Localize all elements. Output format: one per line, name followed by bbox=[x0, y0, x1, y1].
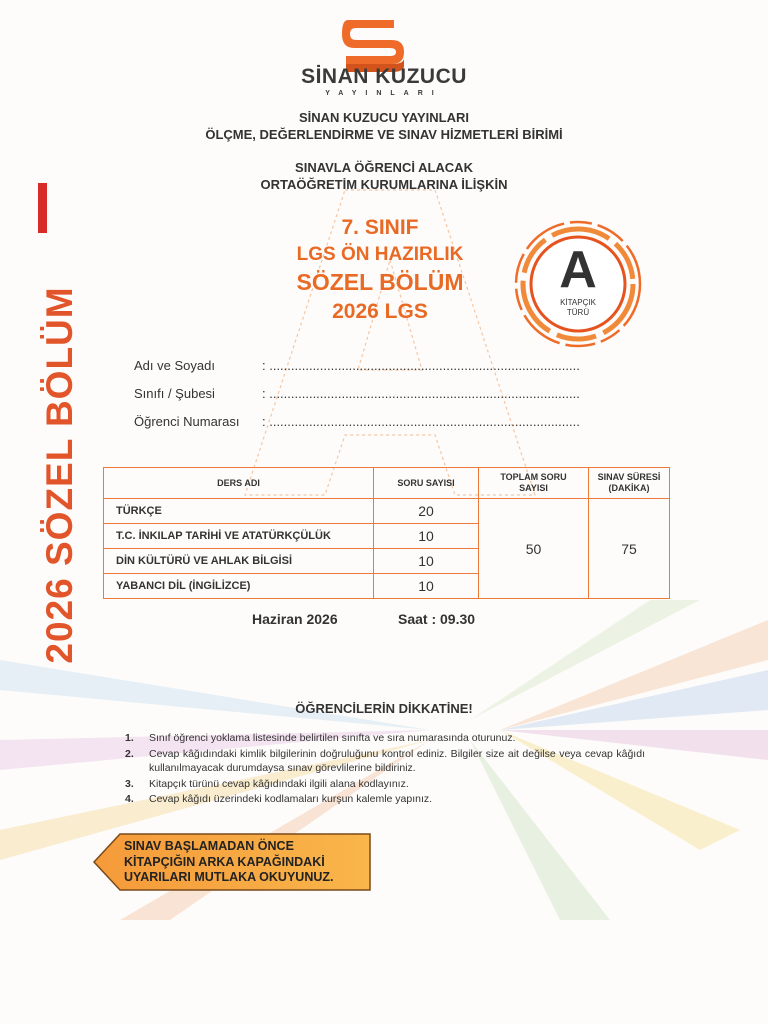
student-name-field[interactable]: : ...................................................................................... bbox=[262, 358, 580, 373]
table-header-total bbox=[479, 468, 589, 499]
student-class-field[interactable]: : ...................................................................................... bbox=[262, 386, 580, 401]
side-vertical-title bbox=[40, 250, 80, 700]
student-name-label: Adı ve Soyadı bbox=[134, 358, 215, 373]
duration-cell: 75 bbox=[589, 499, 670, 599]
count-cell: 10 bbox=[374, 574, 479, 599]
table-header-duration-text: SINAV SÜRESİ (DAKİKA) bbox=[597, 472, 661, 493]
side-red-mark bbox=[38, 183, 47, 233]
warning-line-2: KİTAPÇIĞIN ARKA KAPAĞINDAKİ bbox=[124, 854, 325, 869]
brand-name: SİNAN KUZUCU bbox=[301, 65, 467, 88]
table-header-count: SORU SAYISI bbox=[374, 468, 479, 499]
header-line-4: ORTAÖĞRETİM KURUMLARINA İLİŞKİN bbox=[260, 177, 508, 192]
subject-cell: DİN KÜLTÜRÜ VE AHLAK BİLGİSİ bbox=[104, 549, 374, 574]
list-item-number: 3. bbox=[125, 777, 134, 790]
title-grade: 7. SINIF bbox=[341, 216, 419, 239]
list-item-text: Cevap kâğıdı üzerindeki kodlamaları kurşun kalemle yapınız. bbox=[149, 793, 433, 805]
table-header-total-text: TOPLAM SORU SAYISI bbox=[500, 472, 567, 493]
subject-cell: YABANCI DİL (İNGİLİZCE) bbox=[104, 574, 374, 599]
list-item bbox=[125, 747, 645, 776]
table-header-duration bbox=[589, 468, 670, 499]
list-item-text: Sınıf öğrenci yoklama listesinde belirtilen sınıfta ve sıra numarasında oturunuz. bbox=[149, 732, 516, 744]
list-item-text: Kitapçık türünü cevap kâğıdındaki ilgili alana kodlayınız. bbox=[149, 777, 409, 790]
notice-list bbox=[125, 731, 645, 808]
list-item bbox=[125, 731, 645, 746]
list-item-text: Cevap kâğıdındaki kimlik bilgilerinin doğruluğunu kontrol ediniz. Bilgiler size ait değilse veya cevap kâğıdı kullanılmayacak durumdaysa sınav görevlilerine bildiriniz. bbox=[149, 747, 645, 774]
side-vertical-text: 2026 SÖZEL BÖLÜM bbox=[39, 286, 80, 664]
warning-line-1: SINAV BAŞLAMADAN ÖNCE bbox=[124, 839, 294, 853]
brand-subtitle: YAYINLARI bbox=[325, 90, 443, 97]
header-line-1: SİNAN KUZUCU YAYINLARI bbox=[299, 110, 469, 125]
student-class-label: Sınıfı / Şubesi bbox=[134, 386, 215, 401]
booklet-letter: A bbox=[559, 241, 597, 299]
count-cell: 20 bbox=[374, 499, 479, 524]
count-cell: 10 bbox=[374, 524, 479, 549]
warning-arrow-box bbox=[92, 832, 372, 892]
warning-line-3: UYARILARI MUTLAKA OKUYUNUZ. bbox=[124, 870, 334, 884]
header-line-3: SINAVLA ÖĞRENCİ ALACAK bbox=[295, 160, 473, 175]
student-number-label: Öğrenci Numarası bbox=[134, 414, 240, 429]
title-section: SÖZEL BÖLÜM bbox=[296, 269, 464, 295]
subject-cell: TÜRKÇE bbox=[104, 499, 374, 524]
booklet-type-badge bbox=[512, 218, 644, 350]
total-questions-cell: 50 bbox=[479, 499, 589, 599]
list-item-number: 4. bbox=[125, 793, 134, 805]
notice-title: ÖĞRENCİLERİN DİKKATİNE! bbox=[295, 701, 473, 716]
list-item-number: 1. bbox=[125, 732, 134, 744]
title-year: 2026 LGS bbox=[332, 300, 428, 323]
list-item bbox=[125, 792, 645, 807]
table-header-subject: DERS ADI bbox=[104, 468, 374, 499]
subject-cell: T.C. İNKILAP TARİHİ VE ATATÜRKÇÜLÜK bbox=[104, 524, 374, 549]
list-item-number: 2. bbox=[125, 747, 134, 760]
booklet-label-2: TÜRÜ bbox=[566, 308, 590, 317]
exam-info-table bbox=[103, 467, 670, 599]
table-row bbox=[104, 499, 670, 524]
list-item bbox=[125, 777, 645, 792]
student-number-field[interactable]: : ...................................................................................... bbox=[262, 414, 580, 429]
header-line-2: ÖLÇME, DEĞERLENDİRME VE SINAV HİZMETLERİ BİRİMİ bbox=[205, 127, 563, 142]
exam-time: Saat : 09.30 bbox=[398, 611, 476, 627]
title-prep: LGS ÖN HAZIRLIK bbox=[296, 244, 464, 265]
table-header-row bbox=[104, 468, 670, 499]
warning-text bbox=[124, 839, 334, 886]
count-cell: 10 bbox=[374, 549, 479, 574]
booklet-label-1: KİTAPÇIK bbox=[560, 298, 596, 307]
exam-date: Haziran 2026 bbox=[252, 611, 338, 627]
